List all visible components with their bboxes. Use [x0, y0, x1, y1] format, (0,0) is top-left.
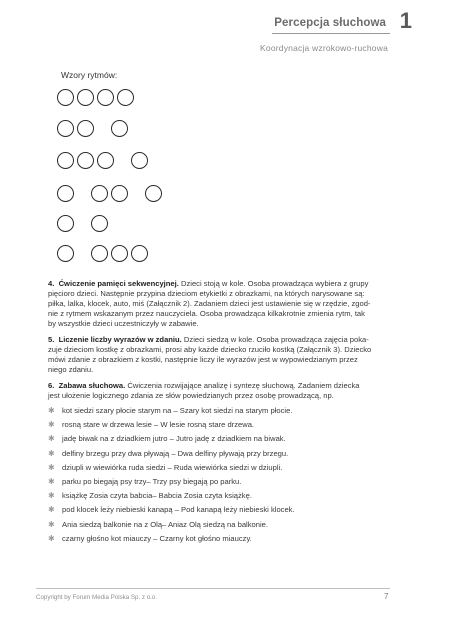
- exercise-text: pięcioro dzieci. Następnie przypina dzieciom etykietki z obrazkami, na których narysowane są:: [48, 289, 365, 299]
- asterisk-bullet-icon: ✱: [48, 477, 55, 486]
- sentence-item: [48, 406, 292, 416]
- exercise-number: 4.: [48, 279, 55, 288]
- rhythm-patterns-label: Wzory rytmów:: [61, 70, 118, 80]
- sentence-text: jadę biwak na z dziadkiem jutro – Jutro jadę z dziadkiem na biwak.: [62, 434, 286, 444]
- exercise-6: [48, 381, 390, 401]
- asterisk-bullet-icon: ✱: [48, 519, 55, 529]
- sentence-text: parku po biegają psy trzy– Trzy psy biegają po parku.: [62, 477, 242, 486]
- rhythm-circle: [57, 215, 74, 232]
- footer-divider: [36, 588, 390, 589]
- rhythm-circle: [91, 185, 108, 202]
- header-divider: [272, 33, 390, 34]
- sentence-text: kot siedzi szary płocie starym na – Szary kot siedzi na starym płocie.: [62, 406, 293, 415]
- asterisk-bullet-icon: ✱: [48, 505, 55, 515]
- rhythm-circle: [131, 152, 148, 169]
- exercise-text: Dzieci stoją w kole. Osoba prowadząca wybiera z grupy: [178, 279, 369, 288]
- chapter-title: Percepcja słuchowa: [274, 17, 386, 29]
- exercise-title: Liczenie liczby wyrazów w zdaniu.: [58, 335, 182, 344]
- exercise-4: [48, 279, 390, 329]
- sentence-text: Ania siedzą balkonie na z Olą– Aniaz Olą siedzą na balkonie.: [62, 519, 269, 529]
- sentence-item: [48, 434, 286, 444]
- asterisk-bullet-icon: ✱: [48, 491, 55, 501]
- exercise-title: Ćwiczenie pamięci sekwencyjnej.: [58, 279, 179, 288]
- rhythm-circle: [57, 89, 74, 106]
- asterisk-bullet-icon: ✱: [48, 434, 55, 444]
- exercise-title: Zabawa słuchowa.: [58, 381, 126, 390]
- exercise-text: nie z rytmem wskazanym przez nauczyciela. Osoba prowadząca kilkakrotnie zmienia rytm, tak: [48, 309, 365, 319]
- exercise-number: 5.: [48, 335, 55, 344]
- sentence-text: pod klocek leży niebieski kanapą – Pod kanapą leży niebieski klocek.: [62, 505, 295, 515]
- sentence-item: [48, 449, 288, 459]
- exercise-text: jest ułożenie logicznego zdania ze słów powiedzianych przez osobę prowadzącą, np.: [48, 391, 334, 401]
- sentence-item: [48, 463, 282, 473]
- sentence-text: rosną stare w drzewa lesie – W lesie rosną stare drzewa.: [62, 420, 255, 430]
- exercise-text: mówi zdanie z obrazkiem z kostki, następnie liczy ile wyrazów jest w wypowiedzianym przez: [48, 355, 358, 365]
- sentence-item: [48, 491, 252, 501]
- rhythm-circle: [97, 152, 114, 169]
- asterisk-bullet-icon: ✱: [48, 448, 55, 458]
- rhythm-circle: [97, 89, 114, 106]
- sentence-text: delfiny brzegu przy dwa pływają – Dwa delfiny pływają przy brzegu.: [62, 448, 289, 458]
- asterisk-bullet-icon: ✱: [48, 420, 55, 430]
- rhythm-circle: [117, 89, 134, 106]
- asterisk-bullet-icon: ✱: [48, 462, 55, 472]
- rhythm-circle: [77, 89, 94, 106]
- rhythm-circle: [145, 185, 162, 202]
- exercise-text: zuje dzieciom kostkę z obrazkami, prosi aby każde dziecko rzuciło kostką (Załącznik 3). Dziecko: [48, 345, 372, 355]
- rhythm-circle: [77, 152, 94, 169]
- exercise-text: by wszystkie dzieci uczestniczyły w zabawie.: [48, 319, 199, 329]
- exercise-text: Ćwiczenia rozwijające analizę i syntezę słuchową. Zadaniem dziecka: [125, 381, 360, 390]
- rhythm-circle: [91, 245, 108, 262]
- copyright-notice: Copyright by Forum Media Polska Sp. z o.o.: [36, 594, 158, 601]
- sentence-text: książkę Zosia czyta babcia– Babcia Zosia czyta książkę.: [62, 491, 252, 501]
- rhythm-circle: [111, 245, 128, 262]
- asterisk-bullet-icon: ✱: [48, 533, 55, 543]
- sentence-text: dziupli w wiewiórka ruda siedzi – Ruda wiewiórka siedzi w dziupli.: [62, 462, 283, 472]
- sentence-text: czarny głośno kot miauczy – Czarny kot głośno miauczy.: [62, 533, 252, 543]
- rhythm-circle: [57, 120, 74, 137]
- rhythm-circle: [57, 245, 74, 262]
- exercise-text: Dzieci siedzą w kole. Osoba prowadząca zajęcia poka-: [181, 335, 369, 344]
- rhythm-circle: [77, 120, 94, 137]
- exercise-text: niego zdaniu.: [48, 365, 94, 375]
- section-subtitle: Koordynacja wzrokowo-ruchowa: [260, 43, 388, 53]
- rhythm-circle: [111, 120, 128, 137]
- sentence-item: [48, 420, 254, 430]
- rhythm-circle: [57, 185, 74, 202]
- rhythm-circle: [131, 245, 148, 262]
- exercise-number: 6.: [48, 381, 55, 390]
- sentence-item: [48, 534, 252, 544]
- exercise-5: [48, 335, 390, 375]
- exercise-text: piłka, lalka, klocek, auto, miś (Załącznik 2). Zadaniem dzieci jest ustawienie się w rzędzie, zgod-: [48, 299, 371, 309]
- sentence-item: [48, 477, 241, 487]
- page-number: 7: [384, 592, 389, 601]
- asterisk-bullet-icon: ✱: [48, 406, 55, 415]
- rhythm-circle: [91, 215, 108, 232]
- rhythm-circle: [57, 152, 74, 169]
- sentence-item: [48, 520, 268, 530]
- rhythm-circle: [111, 185, 128, 202]
- sentence-item: [48, 505, 295, 515]
- chapter-number: 1: [399, 8, 412, 33]
